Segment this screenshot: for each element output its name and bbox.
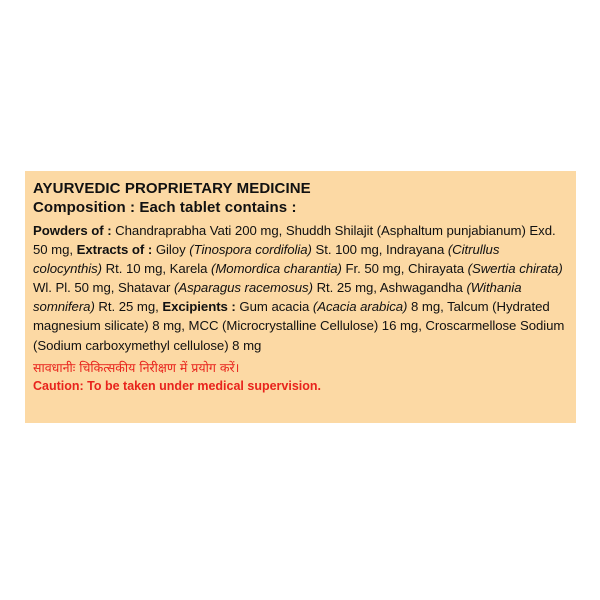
composition-run: Rt. 25 mg, Ashwagandha [312, 280, 467, 296]
botanical-name: (Citrullus colocynthis) [33, 242, 500, 277]
composition-text [33, 221, 568, 355]
label-title: AYURVEDIC PROPRIETARY MEDICINE [33, 180, 311, 197]
section-heading: Powders of : [33, 223, 116, 238]
botanical-name: (Tinospora cordifolia) [189, 242, 312, 258]
composition-run: Rt. 25 mg, [94, 299, 163, 315]
composition-run: St. 100 mg, Indrayana [311, 242, 448, 258]
botanical-name: (Acacia arabica) [312, 299, 408, 315]
hindi-warning: सावधानीः चिकित्सकीय निरीक्षण में प्रयोग करें। [33, 359, 240, 375]
composition-run: Wl. Pl. 50 mg, Shatavar [33, 280, 174, 296]
composition-heading: Composition : Each tablet contains : [33, 199, 297, 216]
composition-run: Giloy [155, 242, 190, 258]
botanical-name: (Swertia chirata) [467, 261, 563, 277]
composition-run: Rt. 10 mg, Karela [102, 261, 212, 277]
composition-run: Chandraprabha Vati 200 mg, Shuddh Shilajit (Asphaltum punjabianum) Exd. 50 mg, [33, 223, 556, 258]
botanical-name: (Asparagus racemosus) [174, 280, 313, 296]
section-heading: Excipients : [162, 299, 240, 315]
caution-text: Caution: To be taken under medical supervision. [33, 378, 322, 393]
composition-run: 8 mg, Talcum (Hydrated magnesium silicate) 8 mg, MCC (Microcrystalline Cellulose) 16 mg, Croscarmellose Sodium (Sodium carboxymethyl cellulose) 8 mg [33, 299, 565, 353]
botanical-name: (Momordica charantia) [211, 261, 342, 277]
section-heading: Extracts of : [76, 242, 156, 258]
ingredient-label-panel [25, 171, 576, 423]
composition-run: Gum acacia [239, 299, 313, 315]
composition-run: Fr. 50 mg, Chirayata [341, 261, 468, 277]
botanical-name: (Withania somnifera) [33, 280, 522, 315]
